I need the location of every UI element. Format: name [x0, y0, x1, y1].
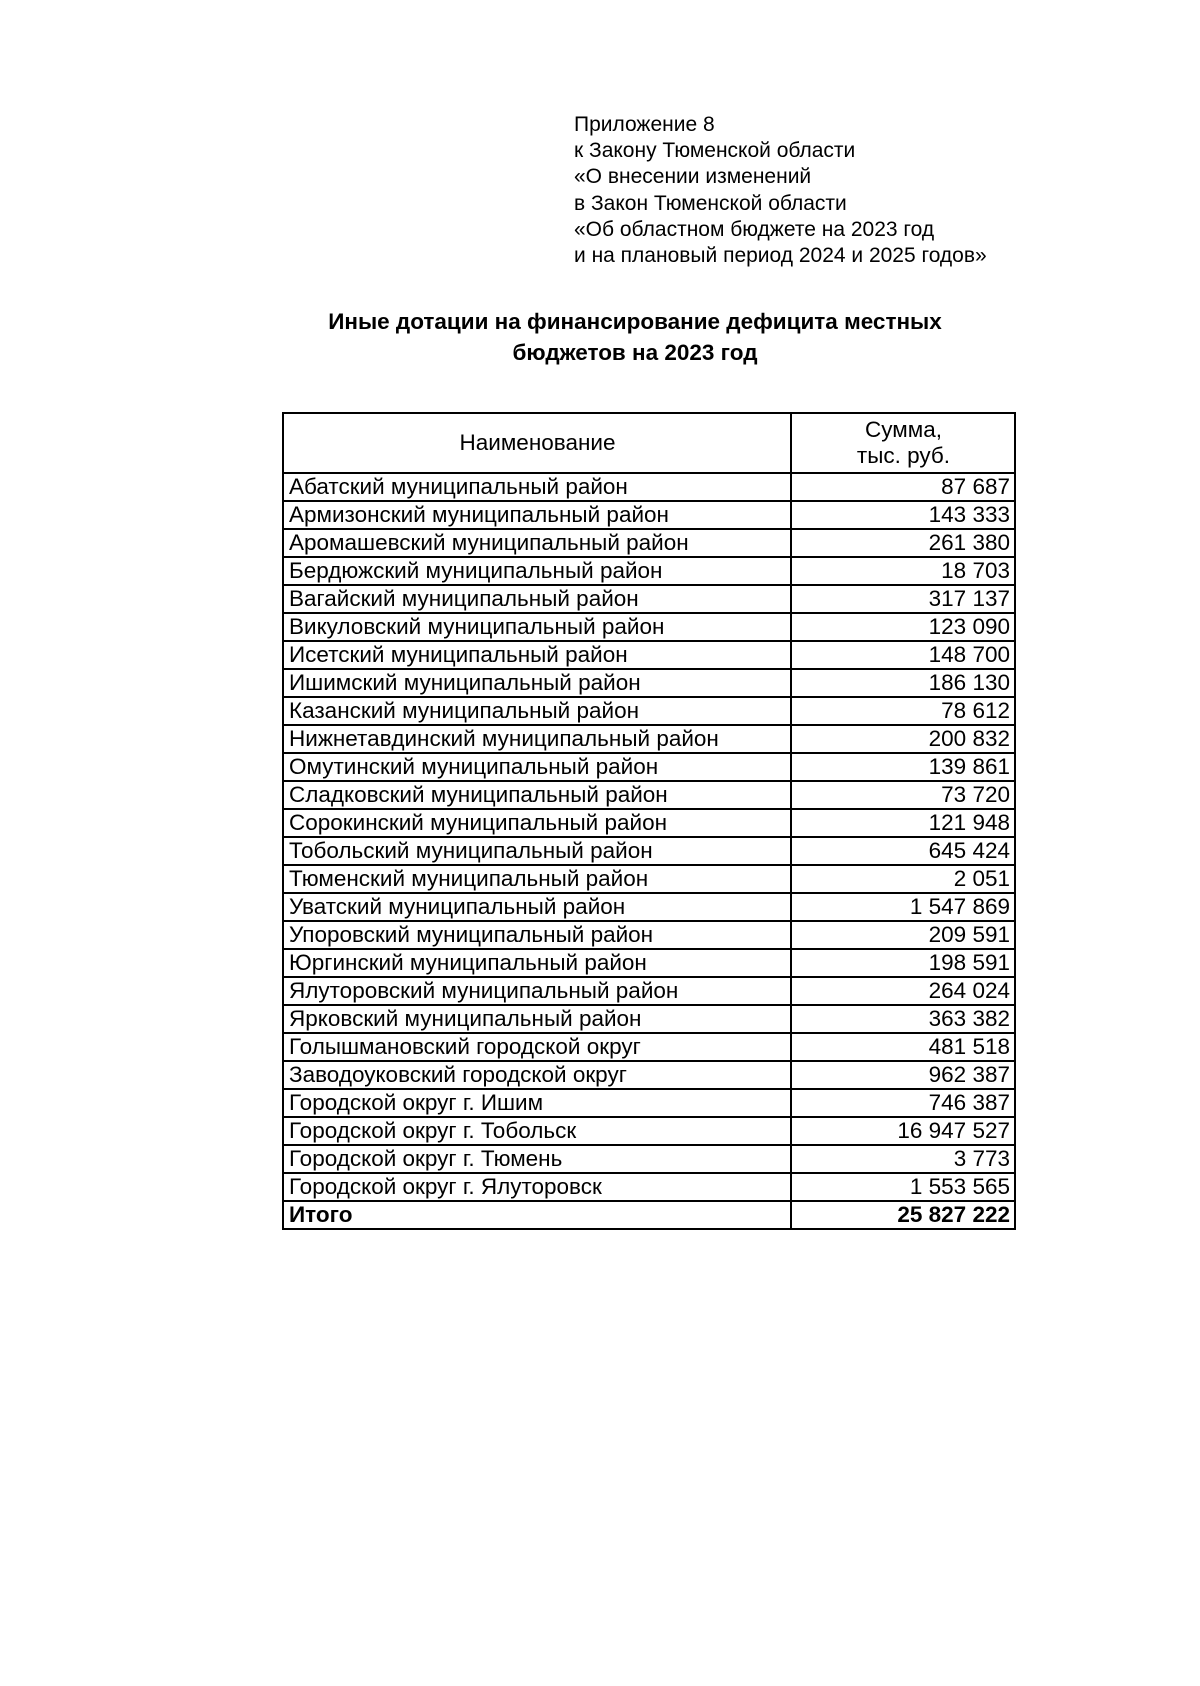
row-name: Упоровский муниципальный район [283, 921, 791, 949]
table-row [283, 585, 1015, 613]
table-row [283, 641, 1015, 669]
table-row [283, 949, 1015, 977]
table-row [283, 1089, 1015, 1117]
row-sum: 121 948 [791, 809, 1015, 837]
table-row [283, 753, 1015, 781]
row-sum: 123 090 [791, 613, 1015, 641]
table-row [283, 1145, 1015, 1173]
row-name: Омутинский муниципальный район [283, 753, 791, 781]
row-sum: 139 861 [791, 753, 1015, 781]
row-sum: 264 024 [791, 977, 1015, 1005]
row-name: Вагайский муниципальный район [283, 585, 791, 613]
row-name: Нижнетавдинский муниципальный район [283, 725, 791, 753]
row-sum: 2 051 [791, 865, 1015, 893]
row-sum: 261 380 [791, 529, 1015, 557]
table-row [283, 1061, 1015, 1089]
table-row [283, 725, 1015, 753]
appendix-line: к Закону Тюменской области [574, 139, 856, 163]
table-body [283, 473, 1015, 1201]
appendix-line: «Об областном бюджете на 2023 год [574, 217, 935, 241]
row-name: Заводоуковский городской округ [283, 1061, 791, 1089]
title-line: бюджетов на 2023 год [512, 340, 758, 365]
table-row [283, 1173, 1015, 1201]
table-row [283, 865, 1015, 893]
row-name: Ярковский муниципальный район [283, 1005, 791, 1033]
row-name: Исетский муниципальный район [283, 641, 791, 669]
row-name: Городской округ г. Ялуторовск [283, 1173, 791, 1201]
appendix-header [574, 112, 987, 269]
row-sum: 209 591 [791, 921, 1015, 949]
table-row [283, 473, 1015, 501]
header-sum-line: Сумма, [865, 417, 942, 442]
row-name: Голышмановский городской округ [283, 1033, 791, 1061]
table-header-row [283, 413, 1015, 473]
row-name: Сладковский муниципальный район [283, 781, 791, 809]
row-name: Уватский муниципальный район [283, 893, 791, 921]
row-name: Аромашевский муниципальный район [283, 529, 791, 557]
row-sum: 962 387 [791, 1061, 1015, 1089]
row-sum: 1 553 565 [791, 1173, 1015, 1201]
table-row [283, 669, 1015, 697]
table-row [283, 557, 1015, 585]
row-sum: 73 720 [791, 781, 1015, 809]
appendix-line: в Закон Тюменской области [574, 191, 847, 215]
appendix-line: Приложение 8 [574, 113, 715, 136]
header-sum-line: тыс. руб. [856, 443, 951, 468]
row-name: Бердюжский муниципальный район [283, 557, 791, 585]
table-row [283, 1033, 1015, 1061]
title-line: Иные дотации на финансирование дефицита местных [328, 309, 942, 334]
table-total-row [283, 1201, 1015, 1229]
row-name: Казанский муниципальный район [283, 697, 791, 725]
row-name: Городской округ г. Ишим [283, 1089, 791, 1117]
row-sum: 481 518 [791, 1033, 1015, 1061]
row-sum: 148 700 [791, 641, 1015, 669]
row-sum: 186 130 [791, 669, 1015, 697]
table-row [283, 837, 1015, 865]
row-sum: 645 424 [791, 837, 1015, 865]
row-name: Викуловский муниципальный район [283, 613, 791, 641]
row-name: Абатский муниципальный район [283, 473, 791, 501]
table-row [283, 697, 1015, 725]
row-sum: 200 832 [791, 725, 1015, 753]
table-row [283, 977, 1015, 1005]
row-sum: 3 773 [791, 1145, 1015, 1173]
row-name: Городской округ г. Тобольск [283, 1117, 791, 1145]
table-row [283, 1005, 1015, 1033]
row-sum: 16 947 527 [791, 1117, 1015, 1145]
row-name: Сорокинский муниципальный район [283, 809, 791, 837]
row-sum: 143 333 [791, 501, 1015, 529]
appendix-line: «О внесении изменений [574, 165, 812, 189]
total-sum: 25 827 222 [791, 1201, 1015, 1229]
header-sum [791, 413, 1015, 473]
row-sum: 87 687 [791, 473, 1015, 501]
total-label: Итого [283, 1201, 791, 1229]
row-sum: 78 612 [791, 697, 1015, 725]
row-sum: 18 703 [791, 557, 1015, 585]
row-sum: 198 591 [791, 949, 1015, 977]
row-sum: 1 547 869 [791, 893, 1015, 921]
table-row [283, 501, 1015, 529]
table-row [283, 809, 1015, 837]
row-name: Тобольский муниципальный район [283, 837, 791, 865]
row-name: Армизонский муниципальный район [283, 501, 791, 529]
table-row [283, 613, 1015, 641]
header-name: Наименование [283, 413, 791, 473]
table-row [283, 529, 1015, 557]
subsidies-table [282, 412, 1016, 1230]
row-sum: 746 387 [791, 1089, 1015, 1117]
table-row [283, 1117, 1015, 1145]
document-title [240, 306, 1030, 368]
row-name: Ишимский муниципальный район [283, 669, 791, 697]
table-row [283, 893, 1015, 921]
row-name: Городской округ г. Тюмень [283, 1145, 791, 1173]
row-name: Тюменский муниципальный район [283, 865, 791, 893]
table-row [283, 921, 1015, 949]
appendix-line: и на плановый период 2024 и 2025 годов» [574, 244, 987, 268]
row-name: Юргинский муниципальный район [283, 949, 791, 977]
row-name: Ялуторовский муниципальный район [283, 977, 791, 1005]
table-row [283, 781, 1015, 809]
row-sum: 317 137 [791, 585, 1015, 613]
row-sum: 363 382 [791, 1005, 1015, 1033]
